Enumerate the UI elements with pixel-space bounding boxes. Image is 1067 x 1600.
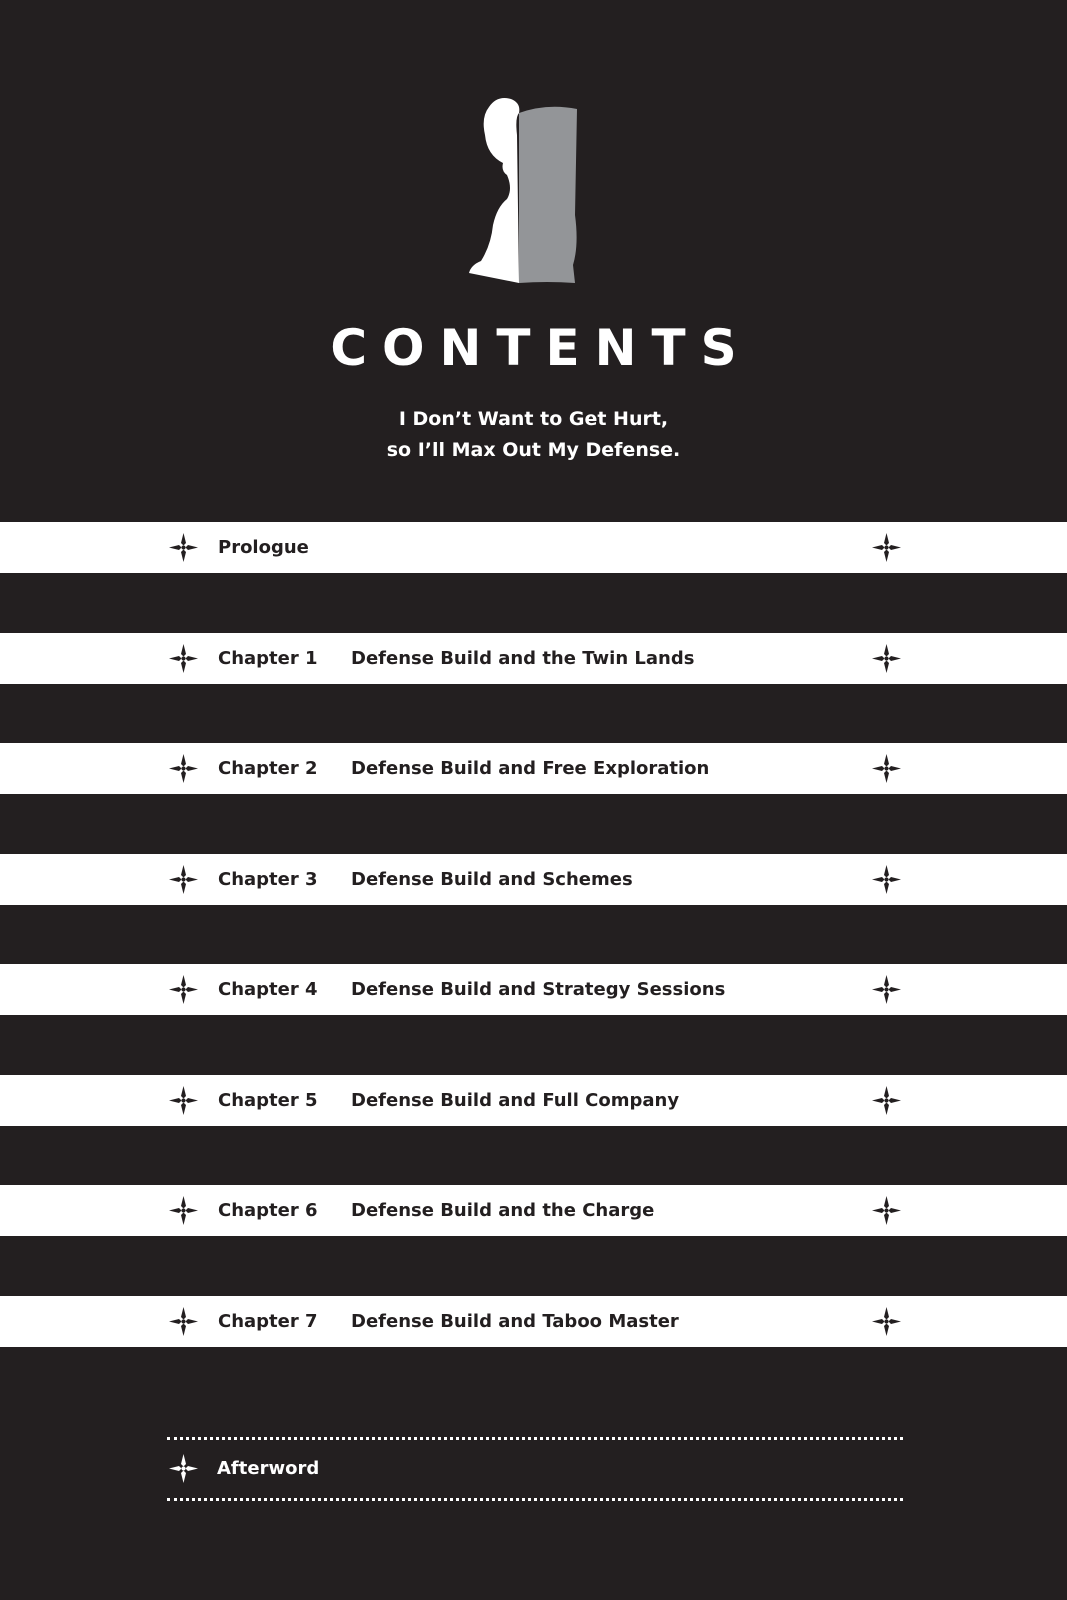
toc-entry-label: Chapter 1 — [218, 647, 318, 669]
toc-entry-label: Chapter 4 — [218, 979, 318, 1000]
toc-entry-chapter-5[interactable] — [0, 1075, 1067, 1126]
toc-entry-prologue[interactable] — [0, 522, 1067, 573]
toc-entry-label: Prologue — [218, 537, 309, 558]
four-point-star-ornament-icon — [169, 1086, 198, 1115]
four-point-star-ornament-icon — [872, 1196, 901, 1225]
toc-entry-afterword[interactable] — [167, 1437, 903, 1501]
four-point-star-ornament-icon — [169, 533, 198, 562]
four-point-star-ornament-icon — [872, 644, 901, 673]
four-point-star-ornament-icon — [872, 1086, 901, 1115]
toc-entry-title: Defense Build and the Twin Lands — [351, 647, 695, 669]
toc-entry-chapter-6[interactable] — [0, 1185, 1067, 1236]
toc-entry-chapter-1[interactable] — [0, 633, 1067, 684]
four-point-star-ornament-icon — [169, 754, 198, 783]
four-point-star-ornament-icon — [169, 865, 198, 894]
four-point-star-ornament-icon — [169, 1196, 198, 1225]
four-point-star-ornament-icon — [169, 975, 198, 1004]
page-title: CONTENTS — [330, 319, 752, 377]
four-point-star-ornament-icon — [872, 533, 901, 562]
toc-entry-title: Defense Build and Taboo Master — [351, 1310, 679, 1332]
toc-entry-chapter-3[interactable] — [0, 854, 1067, 905]
four-point-star-ornament-icon — [169, 644, 198, 673]
toc-entry-label: Afterword — [217, 1458, 320, 1479]
toc-list — [0, 522, 1067, 1406]
book-subtitle-line-2: so I’ll Max Out My Defense. — [386, 439, 681, 461]
toc-entry-label: Chapter 2 — [218, 758, 318, 779]
toc-entry-title: Defense Build and Schemes — [351, 868, 633, 890]
four-point-star-ornament-icon — [872, 865, 901, 894]
toc-entry-label: Chapter 7 — [218, 1310, 318, 1332]
toc-entry-chapter-7[interactable] — [0, 1296, 1067, 1347]
girl-silhouette-emblem-icon — [467, 95, 593, 288]
toc-entry-label: Chapter 5 — [218, 1089, 318, 1111]
toc-entry-title: Defense Build and the Charge — [351, 1200, 655, 1221]
four-point-star-ornament-icon — [169, 1454, 198, 1483]
toc-entry-label: Chapter 3 — [218, 868, 318, 890]
four-point-star-ornament-icon — [169, 1307, 198, 1336]
four-point-star-ornament-icon — [872, 754, 901, 783]
toc-entry-chapter-2[interactable] — [0, 743, 1067, 794]
toc-entry-title: Defense Build and Full Company — [351, 1089, 680, 1111]
four-point-star-ornament-icon — [872, 975, 901, 1004]
toc-entry-label: Chapter 6 — [218, 1200, 318, 1221]
toc-entry-chapter-4[interactable] — [0, 964, 1067, 1015]
four-point-star-ornament-icon — [872, 1307, 901, 1336]
book-subtitle-line-1: I Don’t Want to Get Hurt, — [398, 408, 669, 430]
toc-entry-title: Defense Build and Free Exploration — [351, 758, 710, 779]
toc-entry-title: Defense Build and Strategy Sessions — [351, 979, 726, 1000]
